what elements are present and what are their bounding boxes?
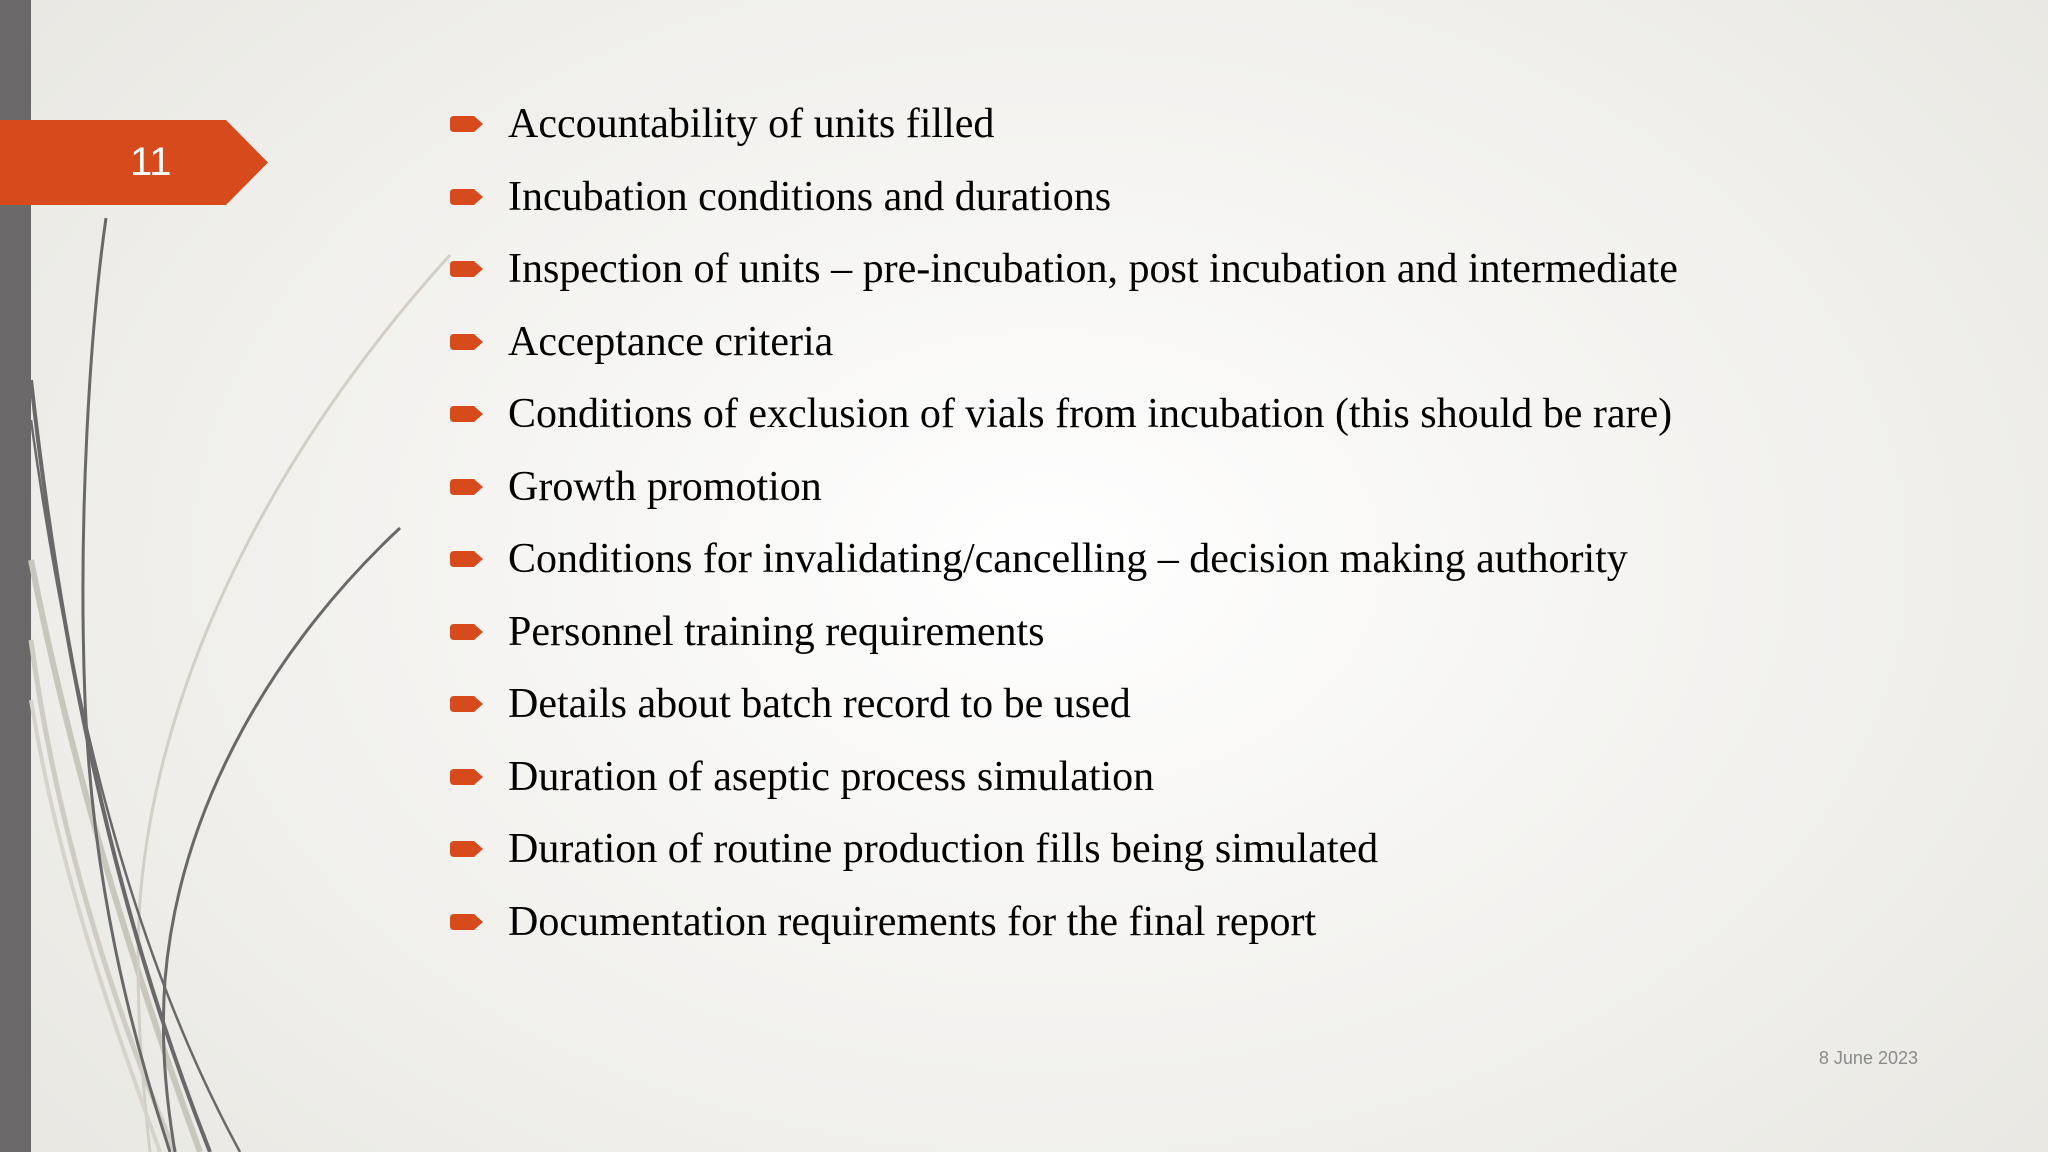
arrow-bullet-icon xyxy=(450,910,486,934)
arrow-bullet-icon xyxy=(450,185,486,209)
bullet-list xyxy=(450,88,1950,958)
arrow-bullet-icon xyxy=(450,402,486,426)
arrow-bullet-icon xyxy=(450,475,486,499)
arrow-bullet-icon xyxy=(450,765,486,789)
list-item-text: Conditions for invalidating/cancelling – decision making authority xyxy=(508,536,1628,582)
list-item-text: Incubation conditions and durations xyxy=(508,173,1112,220)
list-item xyxy=(450,668,1950,741)
arrow-bullet-icon xyxy=(450,257,486,281)
list-item-text: Documentation requirements for the final report xyxy=(508,898,1317,945)
list-item-text: Acceptance criteria xyxy=(508,318,834,365)
list-item-text: Growth promotion xyxy=(508,463,822,510)
list-item-text: Details about batch record to be used xyxy=(508,681,1131,727)
list-item-text: Conditions of exclusion of vials from incubation (this should be rare) xyxy=(508,391,1673,437)
arrow-bullet-icon xyxy=(450,692,486,716)
slide-date: 8 June 2023 xyxy=(1818,1048,1918,1068)
list-item-text: Inspection of units – pre-incubation, post incubation and intermediate xyxy=(508,246,1678,292)
list-item xyxy=(450,378,1950,451)
list-item xyxy=(450,88,1950,161)
list-item xyxy=(450,741,1950,814)
arrow-bullet-icon xyxy=(450,620,486,644)
list-item xyxy=(450,233,1950,306)
list-item xyxy=(450,813,1950,886)
arrow-bullet-icon xyxy=(450,330,486,354)
list-item-text: Personnel training requirements xyxy=(508,608,1045,655)
arrow-bullet-icon xyxy=(450,547,486,571)
list-item-text: Duration of aseptic process simulation xyxy=(508,753,1155,800)
arrow-bullet-icon xyxy=(450,112,486,136)
list-item xyxy=(450,306,1950,379)
list-item xyxy=(450,161,1950,234)
list-item xyxy=(450,596,1950,669)
slide-number: 11 xyxy=(130,140,172,184)
list-item xyxy=(450,523,1950,596)
list-item xyxy=(450,451,1950,524)
arrow-bullet-icon xyxy=(450,837,486,861)
list-item-text: Accountability of units filled xyxy=(508,101,995,147)
list-item-text: Duration of routine production fills being simulated xyxy=(508,826,1379,872)
list-item xyxy=(450,886,1950,959)
slide-number-badge xyxy=(0,120,268,205)
